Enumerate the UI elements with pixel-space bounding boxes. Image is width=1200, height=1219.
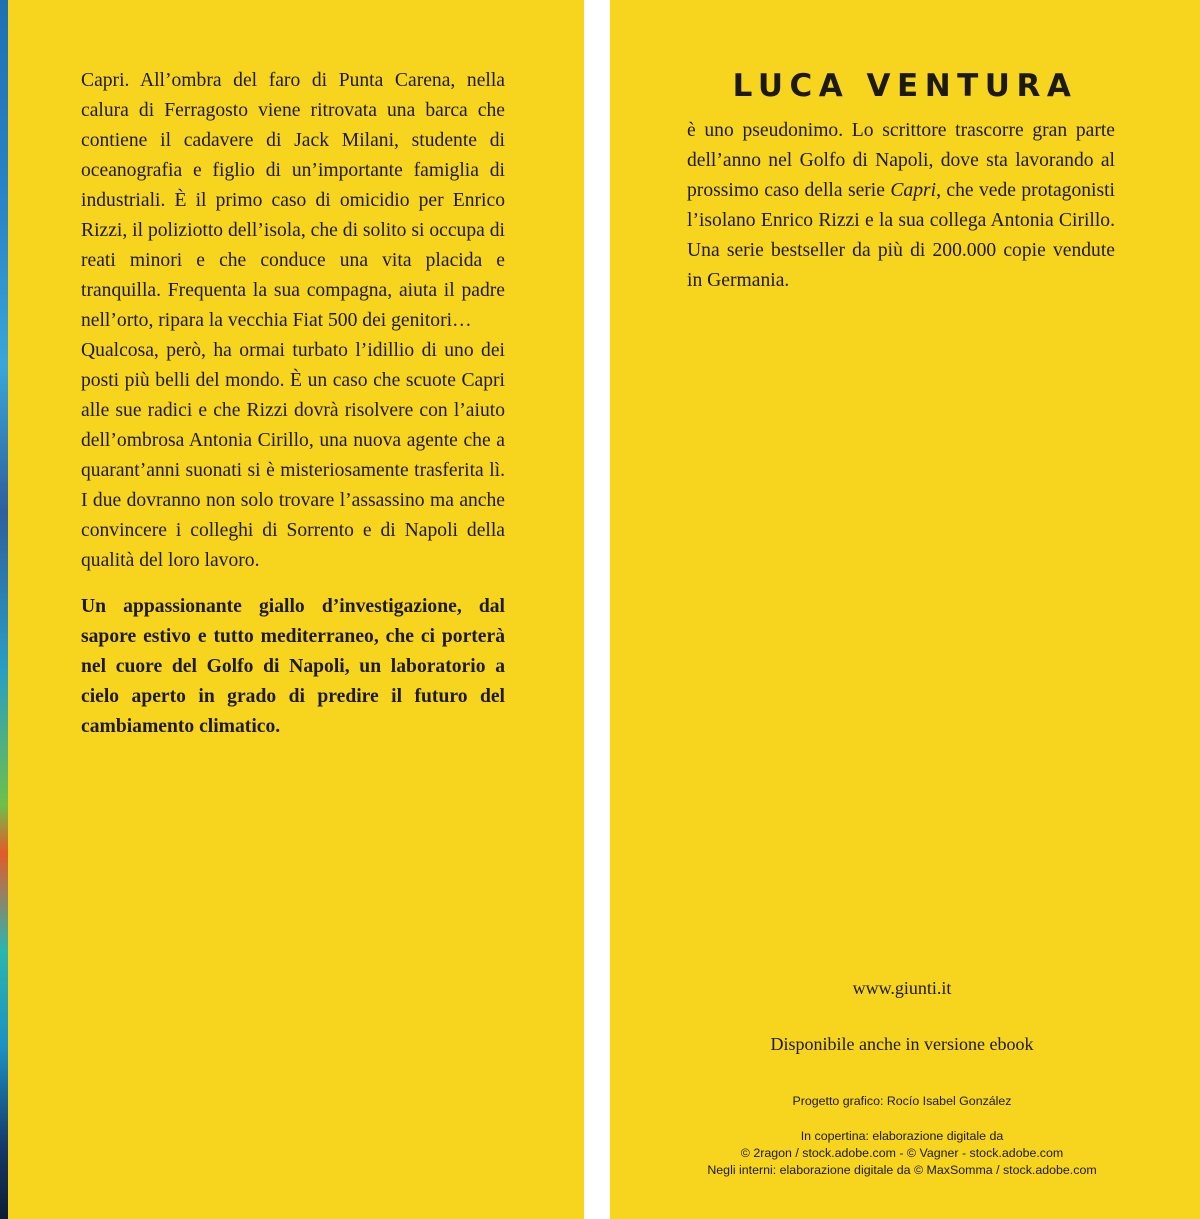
author-flap-panel: [610, 0, 1200, 1219]
cover-credit-line: © 2ragon / stock.adobe.com - © Vagner - stock.adobe.com: [740, 1146, 1064, 1160]
blurb-paragraph: Capri. All’ombra del faro di Punta Carena, nella calura di Ferragosto viene ritrovata una barca che contiene il cadavere di Jack Milani, studente di oceanografia e figlio di un’importante famiglia di industriali. È il primo caso di omicidio per Enrico Rizzi, il poliziotto dell’isola, che di solito si occupa di reati minori e che conduce una vita placida e tranquilla. Frequenta la sua compagna, aiuta il padre nell’orto, ripara la vecchia Fiat 500 dei genitori…: [81, 70, 505, 331]
publisher-url: www.giunti.it: [852, 978, 952, 998]
author-bio: [687, 116, 1115, 296]
book-blurb: [81, 66, 505, 742]
blurb-lead-paragraph: Un appassionante giallo d’investigazione, dal sapore estivo e tutto mediterraneo, che ci porterà nel cuore del Golfo di Napoli, un laboratorio a cielo aperto in grado di predire il futuro del cambiamento climatico.: [81, 596, 505, 737]
cover-credit-line: In copertina: elaborazione digitale da: [800, 1129, 1004, 1143]
design-credit: Progetto grafico: Rocío Isabel González: [792, 1094, 1012, 1108]
image-credits: [610, 1128, 1194, 1179]
author-name: LUCA VENTURA: [732, 68, 1078, 104]
ebook-availability-note: Disponibile anche in versione ebook: [770, 1034, 1034, 1054]
series-title: Capri: [890, 180, 937, 201]
bio-text: è uno pseudonimo. Lo scrittore trascorre gran parte dell’anno nel Golfo di Napoli, dove sta lavorando al prossimo caso della serie: [687, 120, 1115, 201]
cover-art-strip: [0, 0, 8, 1219]
interior-credit-line: Negli interni: elaborazione digitale da © MaxSomma / stock.adobe.com: [707, 1163, 1097, 1177]
back-cover-panel: [8, 0, 584, 1219]
blurb-paragraph: Qualcosa, però, ha ormai turbato l’idillio di uno dei posti più belli del mondo. È un caso che scuote Capri alle sue radici e che Rizzi dovrà risolvere con l’aiuto dell’ombrosa Antonia Cirillo, una nuova agente che a quarant’anni suonati si è misteriosamente trasferita lì. I due dovranno non solo trovare l’assassino ma anche convincere i colleghi di Sorrento e di Napoli della qualità del loro lavoro.: [81, 340, 505, 571]
bio-text: , che vede protagonisti l’isolano Enrico Rizzi e la sua collega Antonia Cirillo. Una serie bestseller da più di 200.000 copie vendute in Germania.: [687, 180, 1115, 291]
